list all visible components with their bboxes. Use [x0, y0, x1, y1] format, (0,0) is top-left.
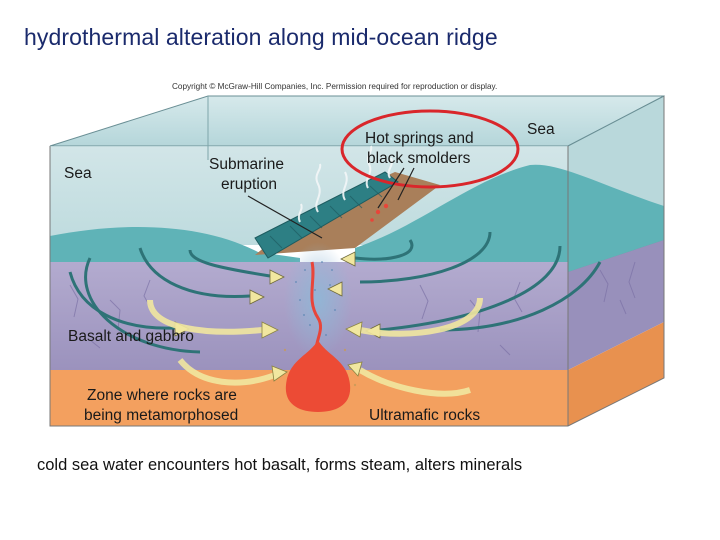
label-basalt-gabbro: Basalt and gabbro	[68, 328, 194, 345]
copyright-notice: Copyright © McGraw-Hill Companies, Inc. Permission required for reproduction or display.	[172, 82, 498, 91]
caption: cold sea water encounters hot basalt, forms steam, alters minerals	[37, 456, 523, 474]
label-zone-line1: Zone where rocks are	[87, 387, 237, 404]
label-zone-line2: being metamorphosed	[84, 407, 239, 424]
label-hot-springs-line2: black smolders	[367, 150, 471, 167]
label-sea-right: Sea	[527, 121, 555, 138]
label-hot-springs-line1: Hot springs and	[365, 130, 474, 147]
label-submarine-eruption-line1: Submarine	[209, 156, 284, 173]
sea-top-face	[50, 96, 664, 146]
label-ultramafic: Ultramafic rocks	[369, 407, 481, 424]
slide-title: hydrothermal alteration along mid-ocean ridge	[24, 24, 498, 50]
label-sea-left: Sea	[64, 165, 92, 182]
label-submarine-eruption-line2: eruption	[221, 176, 278, 193]
